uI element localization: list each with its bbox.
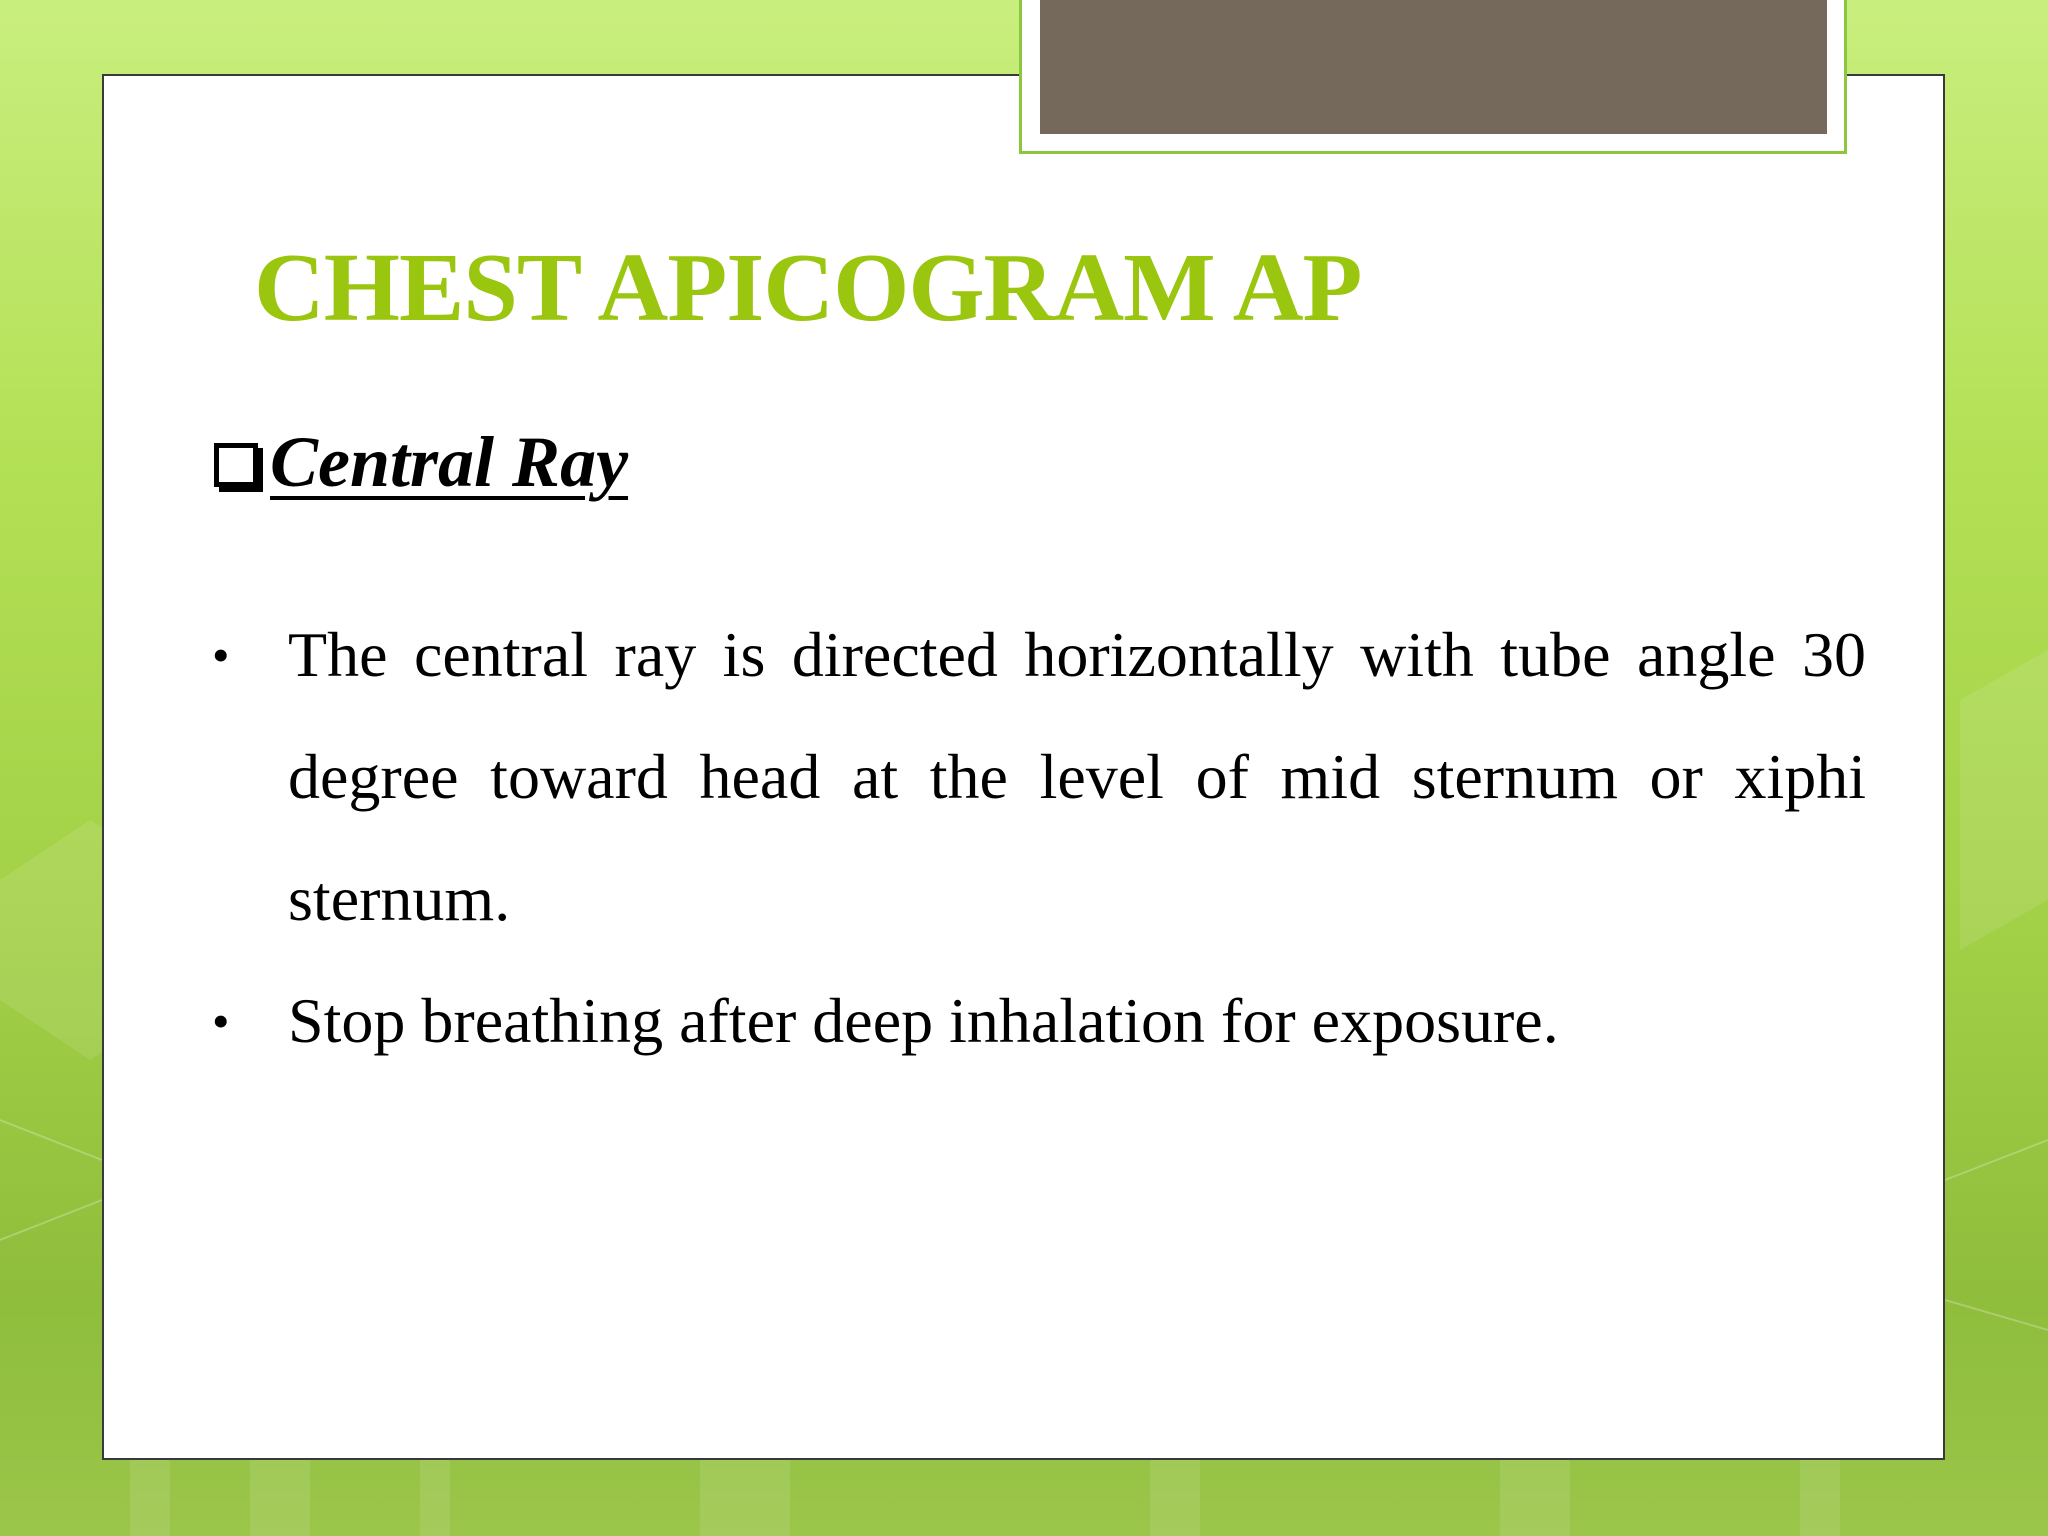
- section-heading-text: Central Ray: [270, 421, 629, 502]
- bullet-icon: •: [212, 993, 230, 1049]
- bullet-icon: •: [212, 627, 230, 683]
- header-tab: [1040, 0, 1827, 134]
- checkbox-icon: [214, 443, 258, 487]
- bullet-item: [208, 960, 1866, 1082]
- slide-title: CHEST APICOGRAM AP: [254, 234, 1362, 342]
- bullet-list: [208, 594, 1866, 1082]
- section-heading: [214, 412, 628, 512]
- bullet-text: Stop breathing after deep inhalation for exposure.: [288, 985, 1559, 1056]
- bullet-text: The central ray is directed horizontally with tube angle 30 degree toward head at the level of mid sternum or xiphi sternum.: [288, 619, 1866, 934]
- bullet-item: [208, 594, 1866, 960]
